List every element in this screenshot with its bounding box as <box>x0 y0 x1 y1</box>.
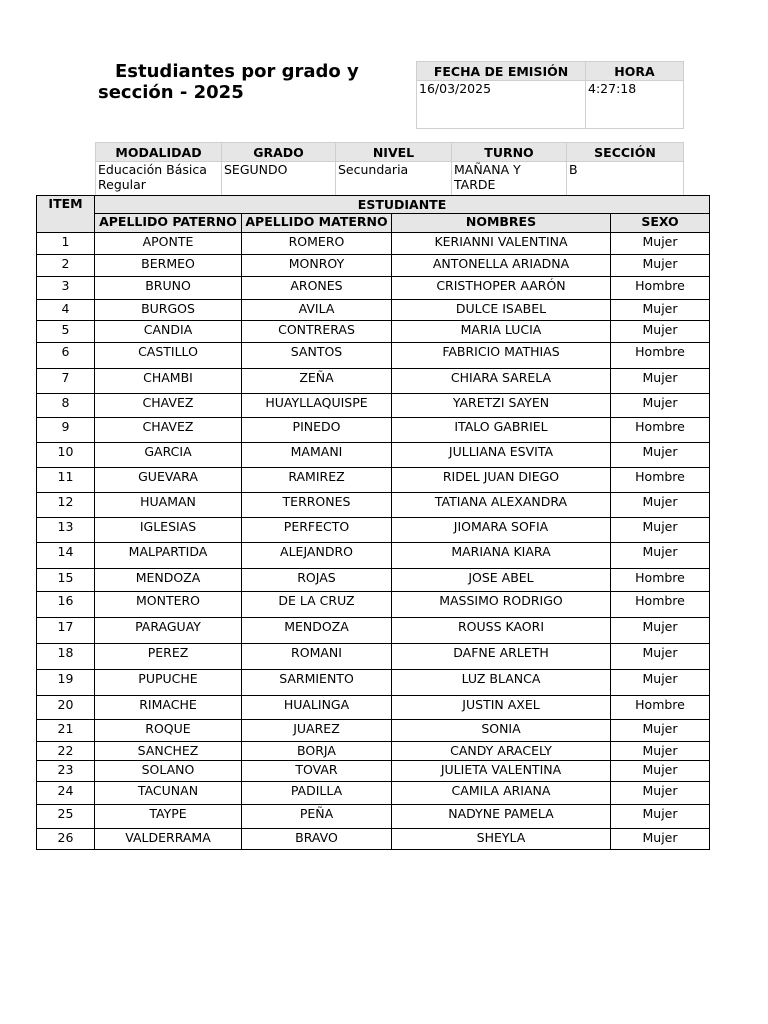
apellido-materno-cell: TERRONES <box>242 493 392 518</box>
table-row <box>37 418 710 443</box>
apellido-materno-cell: HUAYLLAQUISPE <box>242 394 392 418</box>
apellido-paterno-cell: PUPUCHE <box>95 670 242 696</box>
apellido-paterno-cell: SANCHEZ <box>95 742 242 761</box>
sexo-cell: Mujer <box>611 805 710 829</box>
apellido-paterno-cell: TACUNAN <box>95 782 242 805</box>
apellido-materno-cell: AVILA <box>242 300 392 321</box>
item-cell: 15 <box>37 569 95 592</box>
modalidad-value <box>96 162 222 199</box>
table-row <box>37 343 710 369</box>
turno-value-line1: MAÑANA Y <box>454 162 521 177</box>
emission-box <box>416 61 684 129</box>
apellido-paterno-cell: PEREZ <box>95 644 242 670</box>
nombres-cell: SHEYLA <box>392 829 611 850</box>
table-row <box>37 720 710 742</box>
modalidad-header: MODALIDAD <box>96 143 222 162</box>
fecha-emision-value: 16/03/2025 <box>417 81 586 129</box>
sexo-cell: Mujer <box>611 644 710 670</box>
table-row <box>37 468 710 493</box>
nombres-cell: DULCE ISABEL <box>392 300 611 321</box>
grado-value: SEGUNDO <box>222 162 336 199</box>
item-cell: 9 <box>37 418 95 443</box>
apellido-materno-cell: BORJA <box>242 742 392 761</box>
hora-value: 4:27:18 <box>586 81 684 129</box>
apellido-materno-cell: ROMANI <box>242 644 392 670</box>
apellido-paterno-cell: PARAGUAY <box>95 618 242 644</box>
nombres-cell: JULLIANA ESVITA <box>392 443 611 468</box>
nombres-header: NOMBRES <box>392 214 611 233</box>
apellido-materno-cell: MAMANI <box>242 443 392 468</box>
page-title <box>98 61 398 103</box>
hora-header: HORA <box>586 62 684 81</box>
apellido-paterno-header-text: APELLIDO PATERNO <box>99 214 237 229</box>
sexo-cell: Hombre <box>611 418 710 443</box>
apellido-materno-cell: TOVAR <box>242 761 392 782</box>
sexo-header: SEXO <box>611 214 710 233</box>
sexo-cell: Mujer <box>611 233 710 255</box>
sexo-cell: Mujer <box>611 782 710 805</box>
nombres-cell: ANTONELLA ARIADNA <box>392 255 611 277</box>
apellido-materno-cell: HUALINGA <box>242 696 392 720</box>
apellido-paterno-cell: MONTERO <box>95 592 242 618</box>
sexo-cell: Mujer <box>611 493 710 518</box>
students-table <box>36 195 710 850</box>
nombres-cell: JUSTIN AXEL <box>392 696 611 720</box>
apellido-paterno-cell: ROQUE <box>95 720 242 742</box>
apellido-paterno-header <box>95 214 242 233</box>
table-row <box>37 233 710 255</box>
section-info-box <box>95 142 684 199</box>
table-row <box>37 543 710 569</box>
table-row <box>37 782 710 805</box>
sexo-cell: Mujer <box>611 394 710 418</box>
table-row <box>37 742 710 761</box>
nombres-cell: FABRICIO MATHIAS <box>392 343 611 369</box>
apellido-paterno-cell: TAYPE <box>95 805 242 829</box>
item-cell: 1 <box>37 233 95 255</box>
table-row <box>37 493 710 518</box>
item-cell: 13 <box>37 518 95 543</box>
sexo-cell: Mujer <box>611 518 710 543</box>
nombres-cell: RIDEL JUAN DIEGO <box>392 468 611 493</box>
apellido-materno-cell: CONTRERAS <box>242 321 392 343</box>
apellido-materno-cell: RAMIREZ <box>242 468 392 493</box>
sexo-cell: Mujer <box>611 443 710 468</box>
nombres-cell: TATIANA ALEXANDRA <box>392 493 611 518</box>
table-row <box>37 696 710 720</box>
nombres-cell: MARIANA KIARA <box>392 543 611 569</box>
apellido-paterno-cell: BRUNO <box>95 277 242 300</box>
apellido-paterno-cell: MALPARTIDA <box>95 543 242 569</box>
item-cell: 18 <box>37 644 95 670</box>
nombres-cell: JIOMARA SOFIA <box>392 518 611 543</box>
item-cell: 11 <box>37 468 95 493</box>
apellido-materno-cell: PERFECTO <box>242 518 392 543</box>
item-cell: 21 <box>37 720 95 742</box>
item-cell: 14 <box>37 543 95 569</box>
apellido-paterno-cell: RIMACHE <box>95 696 242 720</box>
item-cell: 5 <box>37 321 95 343</box>
seccion-header: SECCIÓN <box>567 143 684 162</box>
nivel-value: Secundaria <box>336 162 452 199</box>
item-cell: 16 <box>37 592 95 618</box>
table-row <box>37 518 710 543</box>
nombres-cell: MARIA LUCIA <box>392 321 611 343</box>
nombres-cell: YARETZI SAYEN <box>392 394 611 418</box>
sexo-cell: Mujer <box>611 618 710 644</box>
sexo-cell: Mujer <box>611 369 710 394</box>
apellido-materno-cell: PINEDO <box>242 418 392 443</box>
seccion-value: B <box>567 162 684 199</box>
nombres-cell: CAMILA ARIANA <box>392 782 611 805</box>
grado-header: GRADO <box>222 143 336 162</box>
sexo-cell: Mujer <box>611 829 710 850</box>
apellido-materno-cell: PEÑA <box>242 805 392 829</box>
nombres-cell: SONIA <box>392 720 611 742</box>
apellido-materno-cell: MONROY <box>242 255 392 277</box>
sexo-cell: Mujer <box>611 543 710 569</box>
table-row <box>37 805 710 829</box>
item-cell: 12 <box>37 493 95 518</box>
apellido-materno-header-text: APELLIDO MATERNO <box>245 214 388 229</box>
item-cell: 17 <box>37 618 95 644</box>
apellido-materno-cell: SANTOS <box>242 343 392 369</box>
item-cell: 24 <box>37 782 95 805</box>
table-row <box>37 829 710 850</box>
table-row <box>37 277 710 300</box>
nivel-header: NIVEL <box>336 143 452 162</box>
apellido-paterno-cell: CHAVEZ <box>95 394 242 418</box>
sexo-cell: Hombre <box>611 343 710 369</box>
item-cell: 26 <box>37 829 95 850</box>
apellido-paterno-cell: SOLANO <box>95 761 242 782</box>
apellido-paterno-cell: APONTE <box>95 233 242 255</box>
nombres-cell: NADYNE PAMELA <box>392 805 611 829</box>
fecha-emision-header: FECHA DE EMISIÓN <box>417 62 586 81</box>
sexo-cell: Mujer <box>611 321 710 343</box>
apellido-paterno-cell: MENDOZA <box>95 569 242 592</box>
apellido-materno-cell: ZEÑA <box>242 369 392 394</box>
apellido-materno-cell: ROMERO <box>242 233 392 255</box>
students-table-body <box>37 233 710 850</box>
item-cell: 25 <box>37 805 95 829</box>
item-cell: 19 <box>37 670 95 696</box>
sexo-cell: Mujer <box>611 742 710 761</box>
nombres-cell: JOSE ABEL <box>392 569 611 592</box>
apellido-paterno-cell: VALDERRAMA <box>95 829 242 850</box>
nombres-cell: CANDY ARACELY <box>392 742 611 761</box>
item-cell: 22 <box>37 742 95 761</box>
nombres-cell: ITALO GABRIEL <box>392 418 611 443</box>
sexo-cell: Hombre <box>611 569 710 592</box>
apellido-materno-cell: DE LA CRUZ <box>242 592 392 618</box>
modalidad-value-line1: Educación Básica <box>98 162 207 177</box>
item-cell: 4 <box>37 300 95 321</box>
sexo-cell: Mujer <box>611 761 710 782</box>
apellido-materno-cell: PADILLA <box>242 782 392 805</box>
table-row <box>37 644 710 670</box>
apellido-materno-header <box>242 214 392 233</box>
nombres-cell: CHIARA SARELA <box>392 369 611 394</box>
modalidad-value-line2: Regular <box>98 177 146 192</box>
turno-value <box>452 162 567 199</box>
sexo-cell: Hombre <box>611 592 710 618</box>
sexo-cell: Mujer <box>611 720 710 742</box>
page-title-line1: Estudiantes por grado y <box>115 61 359 82</box>
nombres-cell: KERIANNI VALENTINA <box>392 233 611 255</box>
apellido-materno-cell: MENDOZA <box>242 618 392 644</box>
table-row <box>37 300 710 321</box>
apellido-materno-cell: ARONES <box>242 277 392 300</box>
nombres-cell: ROUSS KAORI <box>392 618 611 644</box>
table-row <box>37 321 710 343</box>
table-row <box>37 569 710 592</box>
item-cell: 23 <box>37 761 95 782</box>
nombres-cell: MASSIMO RODRIGO <box>392 592 611 618</box>
estudiante-header: ESTUDIANTE <box>95 196 710 214</box>
table-row <box>37 761 710 782</box>
table-row <box>37 394 710 418</box>
table-row <box>37 369 710 394</box>
apellido-paterno-cell: BURGOS <box>95 300 242 321</box>
apellido-materno-cell: SARMIENTO <box>242 670 392 696</box>
table-row <box>37 618 710 644</box>
sexo-cell: Mujer <box>611 300 710 321</box>
apellido-materno-cell: BRAVO <box>242 829 392 850</box>
turno-header: TURNO <box>452 143 567 162</box>
table-row <box>37 670 710 696</box>
page-title-line2: sección - 2025 <box>98 82 244 103</box>
sexo-cell: Hombre <box>611 696 710 720</box>
apellido-paterno-cell: CHAMBI <box>95 369 242 394</box>
apellido-paterno-cell: CHAVEZ <box>95 418 242 443</box>
apellido-paterno-cell: CANDIA <box>95 321 242 343</box>
turno-value-line2: TARDE <box>454 177 496 192</box>
apellido-paterno-cell: GUEVARA <box>95 468 242 493</box>
nombres-cell: CRISTHOPER AARÓN <box>392 277 611 300</box>
item-header: ITEM <box>37 196 95 233</box>
nombres-cell: JULIETA VALENTINA <box>392 761 611 782</box>
apellido-materno-cell: ALEJANDRO <box>242 543 392 569</box>
sexo-cell: Hombre <box>611 468 710 493</box>
apellido-paterno-cell: BERMEO <box>95 255 242 277</box>
item-cell: 8 <box>37 394 95 418</box>
apellido-paterno-cell: IGLESIAS <box>95 518 242 543</box>
item-cell: 3 <box>37 277 95 300</box>
item-cell: 2 <box>37 255 95 277</box>
sexo-cell: Hombre <box>611 277 710 300</box>
apellido-paterno-cell: CASTILLO <box>95 343 242 369</box>
apellido-paterno-cell: GARCIA <box>95 443 242 468</box>
item-cell: 20 <box>37 696 95 720</box>
item-cell: 10 <box>37 443 95 468</box>
nombres-cell: LUZ BLANCA <box>392 670 611 696</box>
sexo-cell: Mujer <box>611 255 710 277</box>
table-row <box>37 443 710 468</box>
nombres-cell: DAFNE ARLETH <box>392 644 611 670</box>
apellido-materno-cell: JUAREZ <box>242 720 392 742</box>
item-cell: 7 <box>37 369 95 394</box>
table-row <box>37 592 710 618</box>
apellido-paterno-cell: HUAMAN <box>95 493 242 518</box>
table-row <box>37 255 710 277</box>
apellido-materno-cell: ROJAS <box>242 569 392 592</box>
item-cell: 6 <box>37 343 95 369</box>
sexo-cell: Mujer <box>611 670 710 696</box>
